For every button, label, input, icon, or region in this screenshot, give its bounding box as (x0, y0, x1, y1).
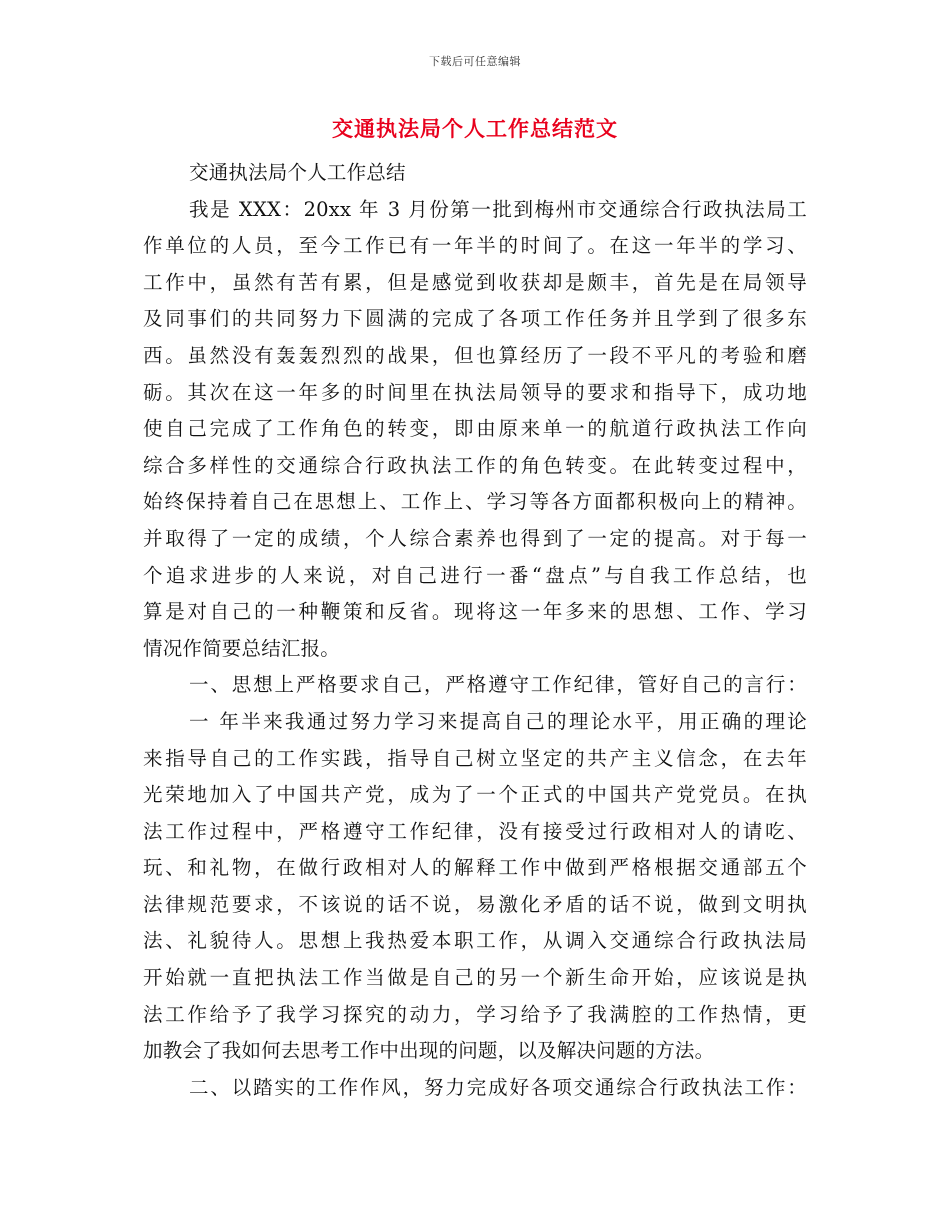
text-line: 法工作过程中，严格遵守工作纪律，没有接受过行政相对人的请吃、 (143, 819, 807, 843)
text-line: 综合多样性的交通综合行政执法工作的角色转变。在此转变过程中， (143, 453, 807, 477)
text-line: 砺。其次在这一年多的时间里在执法局领导的要求和指导下，成功地 (143, 380, 807, 404)
text-line: 及同事们的共同努力下圆满的完成了各项工作任务并且学到了很多东 (143, 307, 807, 331)
header-note: 下载后可任意编辑 (429, 55, 521, 68)
text-line: 交通执法局个人工作总结 (189, 161, 406, 184)
text-line: 我是 XXX：20xx 年 3 月份第一批到梅州市交通综合行政执法局工 (189, 197, 807, 221)
text-line: 情况作简要总结汇报。 (143, 636, 341, 660)
text-line: 算是对自己的一种鞭策和反省。现将这一年多来的思想、工作、学习 (143, 600, 807, 624)
text-line: 作单位的人员，至今工作已有一年半的时间了。在这一年半的学习、 (143, 234, 807, 258)
text-line: 光荣地加入了中国共产党，成为了一个正式的中国共产党党员。在执 (143, 783, 807, 807)
text-line: 使自己完成了工作角色的转变，即由原来单一的航道行政执法工作向 (143, 417, 807, 441)
document-title: 交通执法局个人工作总结范文 (332, 116, 618, 141)
text-line: 并取得了一定的成绩，个人综合素养也得到了一定的提高。对于每一 (143, 526, 807, 550)
text-line: 法律规范要求，不该说的话不说，易激化矛盾的话不说，做到文明执 (143, 892, 807, 916)
text-line: 一 年半来我通过努力学习来提高自己的理论水平，用正确的理论 (189, 709, 807, 733)
text-line: 来指导自己的工作实践，指导自己树立坚定的共产主义信念，在去年 (143, 746, 807, 770)
text-line: 始终保持着自己在思想上、工作上、学习等各方面都积极向上的精神。 (143, 490, 807, 514)
text-line: 西。虽然没有轰轰烈烈的战果，但也算经历了一段不平凡的考验和磨 (143, 343, 807, 367)
text-line: 二、以踏实的工作作风，努力完成好各项交通综合行政执法工作： (189, 1075, 807, 1099)
text-line: 工作中，虽然有苦有累，但是感觉到收获却是颇丰，首先是在局领导 (143, 270, 807, 294)
document-body (143, 155, 807, 1106)
text-line: 法、礼貌待人。思想上我热爱本职工作，从调入交通综合行政执法局 (143, 929, 807, 953)
text-line: 加教会了我如何去思考工作中出现的问题，以及解决问题的方法。 (143, 1039, 715, 1063)
text-line: 个追求进步的人来说，对自己进行一番“盘点”与自我工作总结，也 (143, 563, 807, 587)
text-line: 一、思想上严格要求自己，严格遵守工作纪律，管好自己的言行： (189, 673, 807, 697)
text-line: 开始就一直把执法工作当做是自己的另一个新生命开始，应该说是执 (143, 966, 807, 990)
text-line: 玩、和礼物，在做行政相对人的解释工作中做到严格根据交通部五个 (143, 856, 807, 880)
text-line: 法工作给予了我学习探究的动力，学习给予了我满腔的工作热情，更 (143, 1002, 807, 1026)
